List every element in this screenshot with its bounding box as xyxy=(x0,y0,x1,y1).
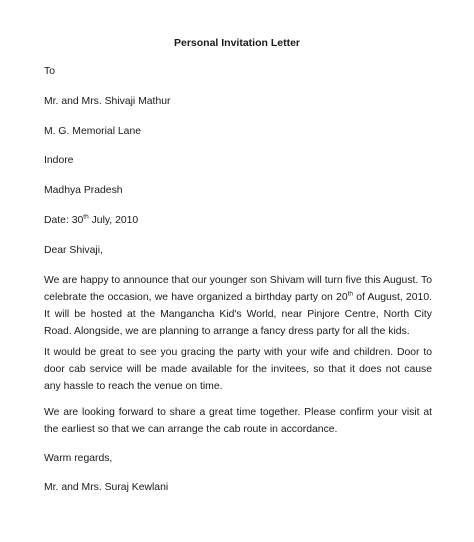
party-date-ordinal: th xyxy=(347,290,354,298)
paragraph-announcement-part1: We are happy to announce that our younger son Shivam will turn five this August. To celebrate the occasion, we have organized a birthday party on 20 xyxy=(44,275,432,303)
letter-title: Personal Invitation Letter xyxy=(173,37,301,49)
address-city: Indore xyxy=(44,155,74,166)
paragraph-announcement-part2: of August, 2010. It will be hosted at the Mangancha Kid's World, near Pinjore Centre, North City Road. Alongside, we are planning to arrange a fancy dress party for all the kids. xyxy=(44,292,432,337)
closing-line: Warm regards, xyxy=(44,453,113,464)
recipient-name: Mr. and Mrs. Shivaji Mathur xyxy=(44,96,171,107)
paragraph-announcement xyxy=(44,272,432,340)
date-prefix: Date: 30 xyxy=(44,215,84,226)
address-state: Madhya Pradesh xyxy=(44,185,123,196)
date-suffix: July, 2010 xyxy=(88,215,139,226)
to-line: To xyxy=(44,66,55,77)
sender-name: Mr. and Mrs. Suraj Kewlani xyxy=(44,482,169,493)
letter-date xyxy=(44,215,138,226)
date-ordinal: th xyxy=(83,213,89,221)
paragraph-invitation: It would be great to see you gracing the party with your wife and children. Door to door cab service will be made available for the invitees, so that it does not cause any hassle to reach the venue on time. xyxy=(44,347,432,392)
paragraph-closing: We are looking forward to share a great time together. Please confirm your visit at the earliest so that we can arrange the cab route in accordance. xyxy=(44,407,432,435)
address-street: M. G. Memorial Lane xyxy=(44,126,142,137)
salutation: Dear Shivaji, xyxy=(44,245,103,256)
